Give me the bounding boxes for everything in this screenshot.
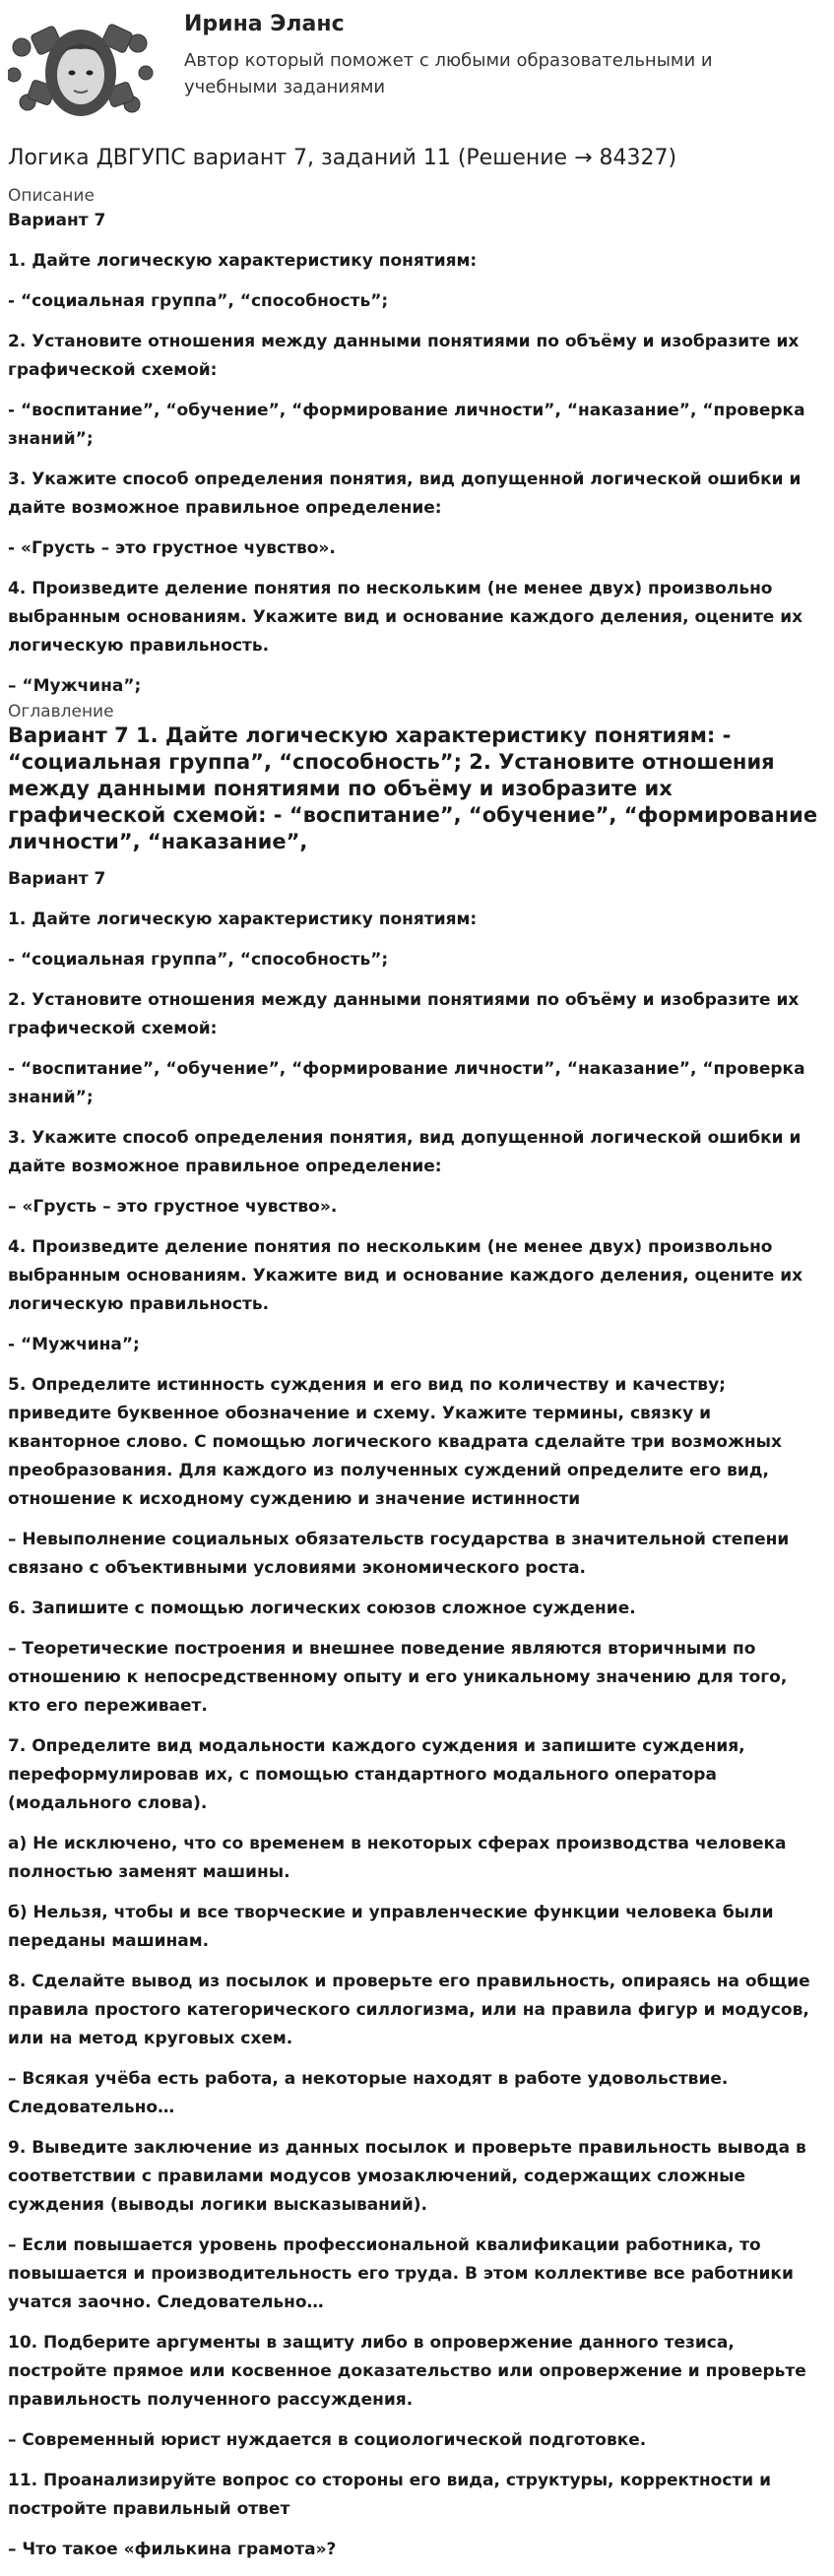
task-paragraph: 9. Выведите заключение из данных посылок и проверьте правильность вывода в соответствии с правилами модусов умозаключений, содержащих сложные суждения (выводы логики высказываний). xyxy=(8,2138,806,2215)
task-paragraph: – Теоретические построения и внешнее поведение являются вторичными по отношению к непосредственному опыту и его уникальному значению для того, кто его переживает. xyxy=(8,1639,788,1716)
task-paragraph: – Что такое «филькина грамота»? xyxy=(8,2540,337,2559)
author-name[interactable]: Ирина Эланс xyxy=(184,12,345,36)
task-paragraph: 10. Подберите аргументы в защиту либо в опровержение данного тезиса, постройте прямое или косвенное доказательство или опровержение и проверьте правильность полученного рассуждения. xyxy=(8,2333,806,2410)
task-paragraph: 5. Определите истинность суждения и его вид по количеству и качеству; приведите буквенное обозначение и схему. Укажите термины, связку и кванторное слово. С помощью логического квадрата сделайте три возможных преобразования. Для каждого из полученных суждений определите его вид, отношение к исходному суждению и значение истинности xyxy=(8,1375,782,1509)
task-paragraph: 3. Укажите способ определения понятия, вид допущенной логической ошибки и дайте возможное правильное определение: xyxy=(8,1128,802,1176)
task-paragraph: - “Мужчина”; xyxy=(8,1335,140,1354)
page-title: Логика ДВГУПС вариант 7, заданий 11 (Решение → 84327) xyxy=(8,146,677,170)
task-paragraph: 2. Установите отношения между данными понятиями по объёму и изобразите их графической схемой: xyxy=(8,990,800,1038)
toc-variant: Вариант 7 xyxy=(8,869,106,889)
task-paragraph: 2. Установите отношения между данными понятиями по объёму и изобразите их графической схемой: xyxy=(8,332,800,380)
task-paragraph: - «Грусть – это грустное чувство». xyxy=(8,538,336,558)
task-paragraph: 4. Произведите деление понятия по нескольким (не менее двух) произвольно выбранным основаниям. Укажите вид и основание каждого деления, оцените их логическую правильность. xyxy=(8,1237,803,1314)
description-body xyxy=(8,247,825,701)
task-paragraph: 7. Определите вид модальности каждого суждения и запишите суждения, переформулировав их, с помощью стандартного модального оператора (модального слова). xyxy=(8,1736,745,1813)
toc-body xyxy=(8,906,825,2564)
task-paragraph: а) Не исключено, что со временем в некоторых сферах производства человека полностью заменят машины. xyxy=(8,1834,787,1882)
task-paragraph: – Всякая учёба есть работа, а некоторые находят в работе удовольствие. Следовательно… xyxy=(8,2069,729,2117)
author-header xyxy=(0,0,834,140)
description-variant: Вариант 7 xyxy=(8,211,106,230)
task-paragraph: - “социальная группа”, “способность”; xyxy=(8,950,389,970)
task-paragraph: - “воспитание”, “обучение”, “формирование личности”, “наказание”, “проверка знаний”; xyxy=(8,1059,805,1107)
task-paragraph: – “Мужчина”; xyxy=(8,676,142,696)
description-section xyxy=(8,185,825,713)
task-paragraph: 4. Произведите деление понятия по нескольким (не менее двух) произвольно выбранным основаниям. Укажите вид и основание каждого деления, оцените их логическую правильность. xyxy=(8,579,803,656)
task-paragraph: 3. Укажите способ определения понятия, вид допущенной логической ошибки и дайте возможное правильное определение: xyxy=(8,470,802,518)
task-paragraph: – «Грусть – это грустное чувство». xyxy=(8,1197,338,1217)
task-paragraph: – Если повышается уровень профессиональной квалификации работника, то повышается и производительность его труда. В этом коллективе все работники учатся заочно. Следовательно… xyxy=(8,2235,794,2312)
toc-section xyxy=(8,701,825,2576)
task-paragraph: 1. Дайте логическую характеристику понятиям: xyxy=(8,910,478,929)
author-description: Автор который поможет с любыми образовательными и учебными заданиями xyxy=(184,50,713,97)
task-paragraph: – Современный юрист нуждается в социологической подготовке. xyxy=(8,2430,647,2450)
description-label: Описание xyxy=(8,186,95,206)
task-paragraph: 8. Сделайте вывод из посылок и проверьте его правильность, опираясь на общие правила простого категорического силлогизма, или на правила фигур и модусов, или на метод круговых схем. xyxy=(8,1972,810,2048)
task-paragraph: б) Нельзя, чтобы и все творческие и управленческие функции человека были переданы машинам. xyxy=(8,1903,774,1951)
task-paragraph: - “воспитание”, “обучение”, “формирование личности”, “наказание”, “проверка знаний”; xyxy=(8,401,805,449)
toc-title: Вариант 7 1. Дайте логическую характеристику понятиям: - “социальная группа”, “способность”; 2. Установите отношения между данными понятиями по объёму и изобразите их графической схемой: - “воспитание”, “обучение”, “формирование личности”, “наказание”, xyxy=(8,723,818,853)
task-paragraph: 11. Проанализируйте вопрос со стороны его вида, структуры, корректности и постройте правильный ответ xyxy=(8,2471,772,2519)
toc-label: Оглавление xyxy=(8,702,114,722)
task-paragraph: 1. Дайте логическую характеристику понятиям: xyxy=(8,251,478,271)
author-avatar[interactable] xyxy=(8,18,154,124)
task-paragraph: 6. Запишите с помощью логических союзов сложное суждение. xyxy=(8,1599,636,1618)
task-paragraph: – Невыполнение социальных обязательств государства в значительной степени связано с объективными условиями экономического роста. xyxy=(8,1530,790,1578)
task-paragraph: - “социальная группа”, “способность”; xyxy=(8,291,389,311)
